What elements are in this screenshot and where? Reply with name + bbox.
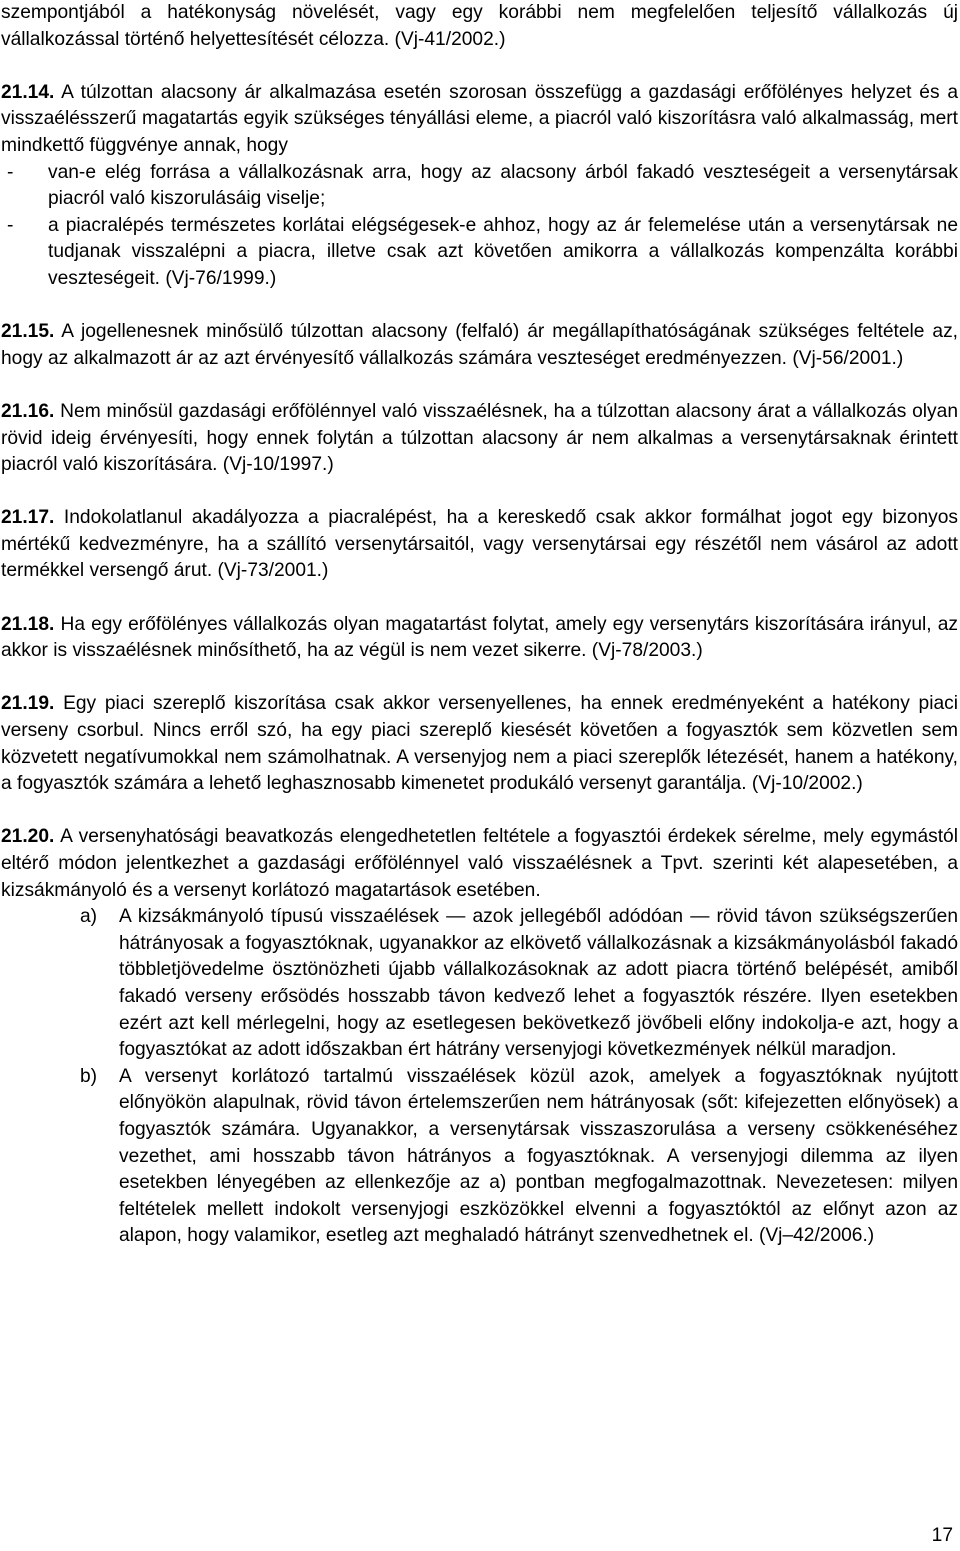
page-number: 17	[931, 1525, 953, 1546]
list-item-text: a piacralépés természetes korlátai elégségesek-e ahhoz, hogy az ár felemelése után a versenytársak ne tudjanak visszalépni a piacra, illetve csak azt követően amikorra a vállalkozás kompenzálta korábbi veszteségeit. (Vj-76/1999.)	[48, 214, 958, 289]
section-number: 21.20.	[1, 826, 55, 848]
section-21-19	[1, 691, 958, 797]
section-number: 21.15.	[1, 321, 55, 343]
list-marker: -	[7, 214, 14, 236]
section-text: Ha egy erőfölényes vállalkozás olyan magatartást folytat, amely egy versenytárs kiszorítására irányul, az akkor is visszaélésnek minősíthető, ha az végül is nem vezet sikerre. (Vj-78/2003.)	[1, 613, 959, 662]
section-text: Egy piaci szereplő kiszorítása csak akkor versenyellenes, ha ennek eredményeként a hatékony piaci verseny csorbul. Nincs erről szó, ha egy piaci szereplő kiesését követően a fogyasztók sem közvetlen sem közvetett negatívumokkal nem számolhatnak. A versenyjog nem a piaci szereplők létezését, hanem a hatékony, a fogyasztók számára a lehető leghasznosabb kimenetet produkáló versenyt garantálja. (Vj-10/2002.)	[1, 693, 958, 795]
list-item	[1, 1064, 958, 1250]
section-number: 21.19.	[1, 693, 55, 715]
list-item	[1, 213, 958, 293]
section-text: A versenyhatósági beavatkozás elengedhetetlen feltétele a fogyasztói érdekek sérelme, mely egymástól eltérő módon jelentkezhet a gazdasági erőfölénnyel való visszaélésnek a Tpvt. szerinti két alapesetében, a kizsákmányoló és a versenyt korlátozó magatartások esetében.	[1, 826, 958, 901]
section-text: A túlzottan alacsony ár alkalmazása esetén szorosan összefügg a gazdasági erőfölényes helyzet és a visszaélésszerű magatartás egyik szükséges tényállási eleme, a piacról való kiszorításra való alkalmasság, mert mindkettő függvénye annak, hogy	[1, 81, 958, 156]
section-number: 21.14.	[1, 81, 55, 103]
section-21-16	[1, 399, 958, 479]
list-marker: -	[7, 161, 14, 183]
section-21-18	[1, 612, 958, 665]
list-marker: b)	[80, 1065, 98, 1087]
section-text: Indokolatlanul akadályozza a piacralépést, ha a kereskedő csak akkor formálhat jogot egy bizonyos mértékű kedvezményre, ha a szállító versenytársaitól, vagy versenytársai egy részétől nem vásárol az adott termékkel versengő árut. (Vj-73/2001.)	[1, 507, 958, 582]
list-marker: a)	[80, 906, 98, 928]
section-number: 21.16.	[1, 400, 55, 422]
list-item	[1, 904, 958, 1064]
section-text: Nem minősül gazdasági erőfölénnyel való visszaélésnek, ha a túlzottan alacsony árat a vállalkozás olyan rövid ideig érvényesíti, hogy ennek folytán a túlzottan alacsony ár nem alkalmas a versenytársaknak érintett piacról való kiszorítására. (Vj-10/1997.)	[1, 400, 958, 476]
section-21-20	[1, 824, 958, 904]
section-text: A jogellenesnek minősülő túlzottan alacsony (felfaló) ár megállapíthatóságának szükséges feltétele az, hogy az alkalmazott ár az azt érvényesítő vállalkozás számára veszteséget eredményezzen. (Vj-56/2001.)	[1, 321, 958, 369]
section-21-14	[1, 80, 958, 160]
section-number: 21.18.	[1, 613, 55, 635]
section-21-17	[1, 505, 958, 585]
list-item-text: van-e elég forrása a vállalkozásnak arra, hogy az alacsony árból fakadó veszteségeit a versenytársak piacról való kiszorulásáig viselje;	[48, 161, 958, 210]
list-item	[1, 160, 958, 213]
section-21-15	[1, 319, 958, 372]
list-item-text: A kizsákmányoló típusú visszaélések — azok jellegéből adódóan — rövid távon szükségszerűen hátrányosak a fogyasztóknak, ugyanakkor az elkövető vállalkozásnak a kizsákmányolásból fakadó többletjövedelme ösztönözheti újabb vállalkozásoknak az adott piacra történő belépését, amiből fakadó verseny erősödés hosszabb távon kedvező lehet a fogyasztók részére. Ilyen esetekben ezért azt kell mérlegelni, hogy az esetlegesen bekövetkező jövőbeli előny indokolja-e azt, hogy a fogyasztókat az adott időszakban ért hátrány versenyjogi következmények nélkül maradjon.	[119, 906, 958, 1061]
list-item-text: A versenyt korlátozó tartalmú visszaélések közül azok, amelyek a fogyasztóknak nyújtott előnyökön alapulnak, rövid távon értelemszerűen nem hátrányosak (sőt: kifejezetten előnyösek) a fogyasztók számára. Ugyanakkor, a versenytársak visszaszorulása a verseny csökkenéséhez vezethet, ami hosszabb távon hátrányos a fogyasztóknak. A versenyjogi dilemma az ilyen esetekben lényegében az ellenkezője az a) pontban megfogalmazottnak. Nevezetesen: milyen feltételek mellett indokolt versenyjogi eszközökkel elvenni a fogyasztóktól az előnyt azon az alapon, hogy valamikor, esetleg azt meghaladó hátrányt szenvedhetnek el. (Vj–42/2006.)	[119, 1065, 958, 1247]
intro-paragraph: szempontjából a hatékonyság növelését, vagy egy korábbi nem megfelelően teljesítő vállalkozás új vállalkozással történő helyettesítését célozza. (Vj-41/2002.)	[1, 2, 958, 50]
section-number: 21.17.	[1, 507, 55, 529]
